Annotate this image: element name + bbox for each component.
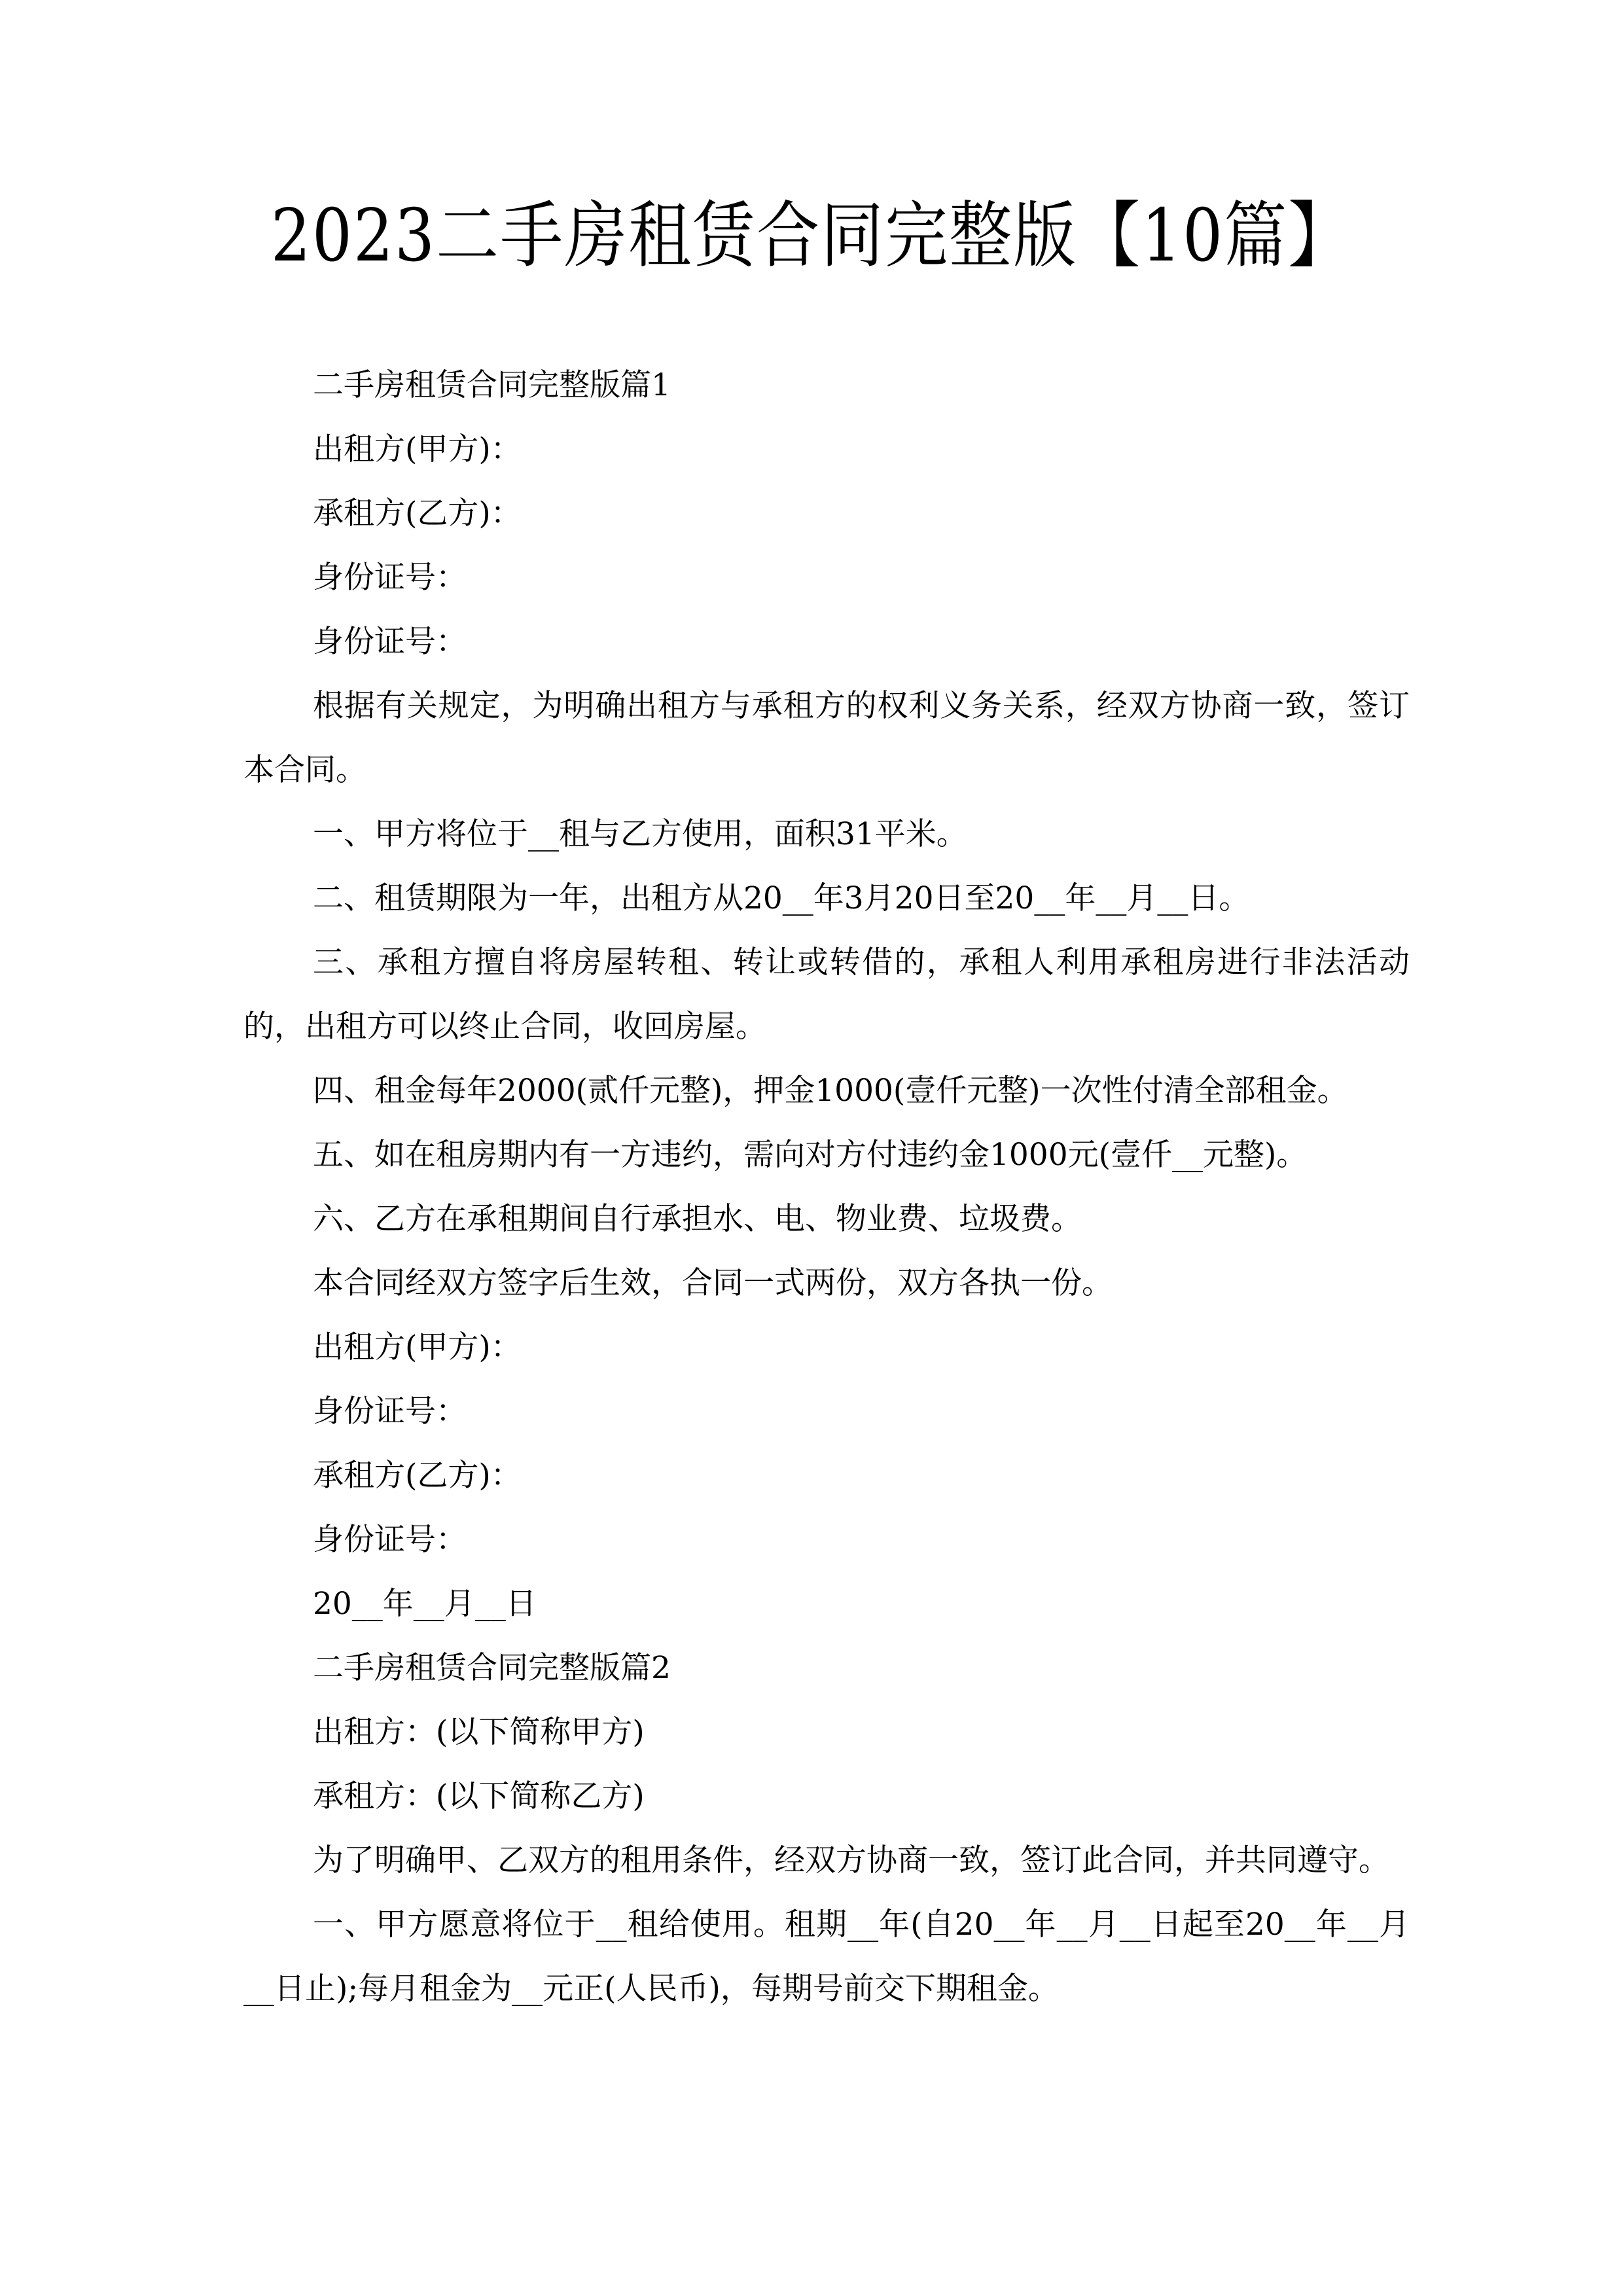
- clause-1: 一、甲方将位于__租与乙方使用，面积31平米。: [313, 816, 967, 852]
- lessor-field: 出租方(甲方)：: [313, 431, 522, 467]
- document-body: [243, 353, 1410, 2021]
- effectiveness-clause: 本合同经双方签字后生效，合同一式两份，双方各执一份。: [313, 1265, 1113, 1301]
- clause-1-section-2: 一、甲方愿意将位于__租给使用。租期__年(自20__年__月__日起至20__年__月__日止);每月租金为__元正(人民币)，每期号前交下期租金。: [243, 1907, 1410, 2007]
- lessor-id-field: 身份证号：: [313, 1393, 467, 1429]
- section-heading-1: 二手房租赁合同完整版篇1: [313, 367, 671, 403]
- clause-3: 三、承租方擅自将房屋转租、转让或转借的，承租人利用承租房进行非法活动的，出租方可以终止合同，收回房屋。: [243, 944, 1410, 1045]
- lessee-field-2: 承租方：(以下简称乙方): [313, 1778, 645, 1814]
- lessee-field: 承租方(乙方)：: [313, 495, 522, 531]
- lessee-id-field: 身份证号：: [313, 1522, 467, 1558]
- id-number-field: 身份证号：: [313, 560, 467, 596]
- contract-preamble-2: 为了明确甲、乙双方的租用条件，经双方协商一致，签订此合同，并共同遵守。: [313, 1842, 1389, 1878]
- contract-preamble: 根据有关规定，为明确出租方与承租方的权利义务关系，经双方协商一致，签订本合同。: [243, 688, 1410, 788]
- lessor-signature-field: 出租方(甲方)：: [313, 1329, 522, 1365]
- signing-date: 20__年__月__日: [313, 1586, 537, 1622]
- clause-4: 四、租金每年2000(贰仟元整)，押金1000(壹仟元整)一次性付清全部租金。: [313, 1073, 1348, 1109]
- lessor-field-2: 出租方：(以下简称甲方): [313, 1714, 645, 1750]
- lessee-signature-field: 承租方(乙方)：: [313, 1458, 522, 1494]
- document-title: 2023二手房租赁合同完整版【10篇】: [270, 193, 1353, 278]
- clause-2: 二、租赁期限为一年，出租方从20__年3月20日至20__年__月__日。: [313, 880, 1250, 916]
- clause-6: 六、乙方在承租期间自行承担水、电、物业费、垃圾费。: [313, 1201, 1082, 1237]
- id-number-field: 身份证号：: [313, 624, 467, 660]
- clause-5: 五、如在租房期内有一方违约，需向对方付违约金1000元(壹仟__元整)。: [313, 1137, 1308, 1173]
- section-heading-2: 二手房租赁合同完整版篇2: [313, 1650, 671, 1686]
